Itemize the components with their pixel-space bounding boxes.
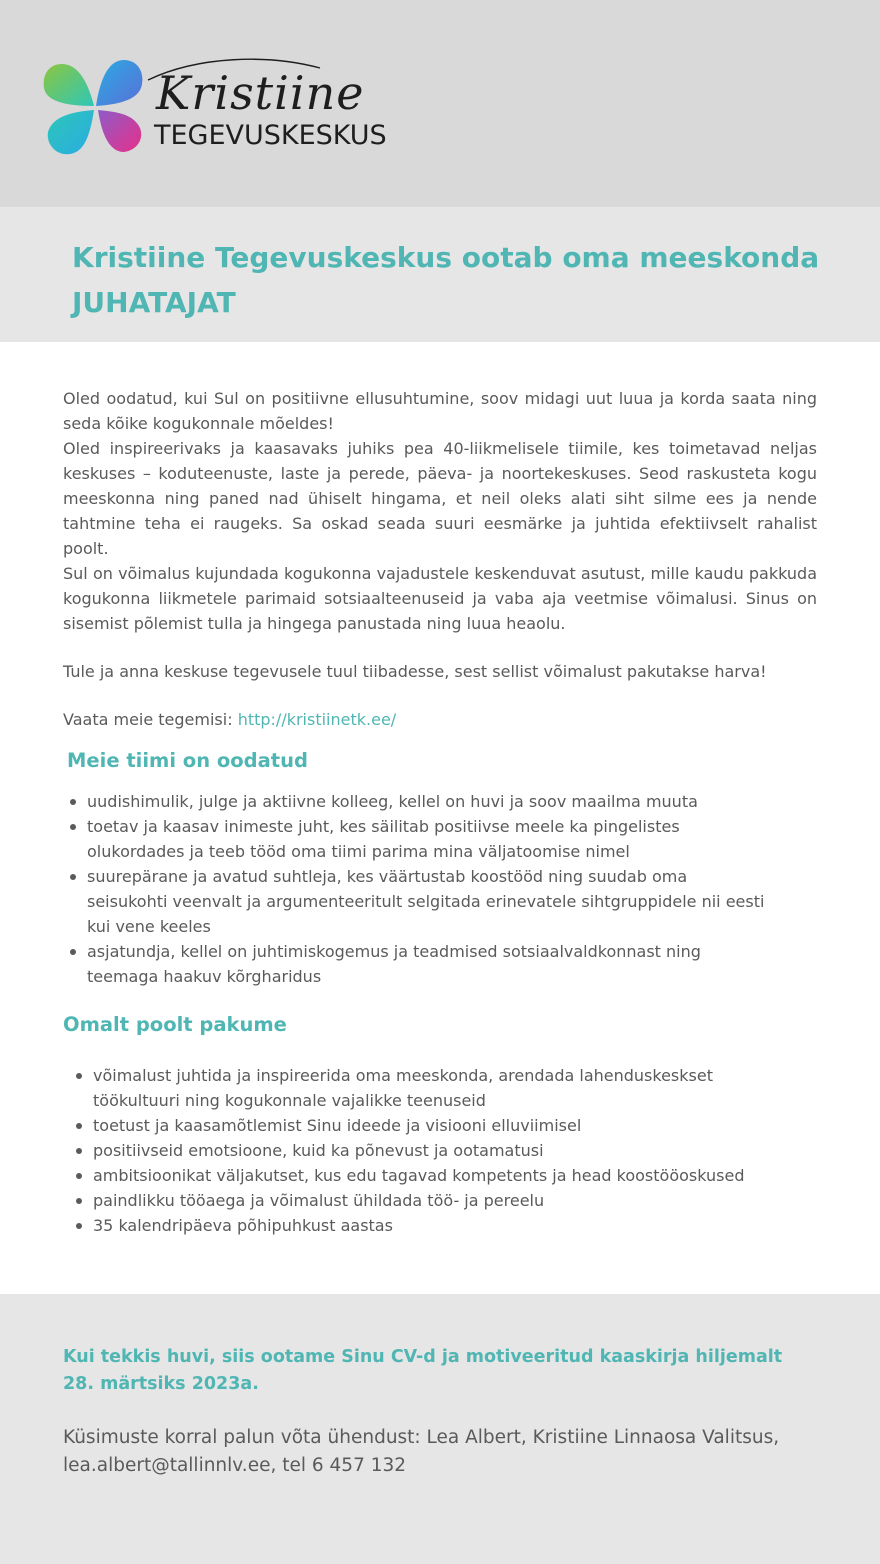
list-item: 35 kalendripäeva põhipuhkust aastas <box>93 1213 817 1238</box>
header-banner <box>0 0 880 207</box>
main-content <box>63 386 817 1238</box>
list-item: võimalust juhtida ja inspireerida oma meeskonda, arendada lahenduskeskset töökultuuri ning kogukonnale vajalikke teenuseid <box>93 1063 817 1113</box>
section-heading-offer: Omalt poolt pakume <box>63 1013 287 1036</box>
offer-list <box>93 1063 817 1238</box>
application-deadline: Kui tekkis huvi, siis ootame Sinu CV-d ja motiveeritud kaaskirja hiljemalt 28. märtsiks 2023a. <box>63 1347 783 1394</box>
list-item: suurepärane ja avatud suhtleja, kes väärtustab koostööd ning suudab oma seisukohti veenvalt ja argumenteeritult selgitada erinevatele sihtgruppidele nii eesti kui vene keeles <box>87 864 817 939</box>
spacer <box>63 636 817 659</box>
list-item: uudishimulik, julge ja aktiivne kolleeg, kellel on huvi ja soov maailma muuta <box>87 789 817 814</box>
title-band <box>0 207 880 342</box>
intro-paragraph-4: Tule ja anna keskuse tegevusele tuul tiibadesse, sest sellist võimalust pakutakse harva! <box>63 662 767 681</box>
intro-paragraph-3: Sul on võimalus kujundada kogukonna vajadustele keskenduvat asutust, mille kaudu pakkuda kogukonna liikmetele parimaid sotsiaalteenuseid ja vaba aja veetmise võimalusi. Sinus on sisemist põlemist tulla ja hingega panustada ning luua heaolu. <box>63 564 817 633</box>
page-title-line2: JUHATAJAT <box>72 286 236 319</box>
list-item: ambitsioonikat väljakutset, kus edu tagavad kompetents ja head koostööoskused <box>93 1163 817 1188</box>
list-item: toetav ja kaasav inimeste juht, kes säilitab positiivse meele ka pingelistes olukordades ja teeb tööd oma tiimi parima mina väljatoomise nimel <box>87 814 817 864</box>
contact-email-phone[interactable]: lea.albert@tallinnlv.ee, tel 6 457 132 <box>63 1455 407 1476</box>
list-item: toetust ja kaasamõtlemist Sinu ideede ja visiooni elluviimisel <box>93 1113 817 1138</box>
intro-paragraph-1: Oled oodatud, kui Sul on positiivne ellusuhtumine, soov midagi uut luua ja korda saata ning seda kõike kogukonnale mõeldes! <box>63 389 817 433</box>
list-item: paindlikku tööaega ja võimalust ühildada töö- ja pereelu <box>93 1188 817 1213</box>
list-item: positiivseid emotsioone, kuid ka põnevust ja ootamatusi <box>93 1138 817 1163</box>
page-title-line1: Kristiine Tegevuskeskus ootab oma meeskonda <box>72 241 820 274</box>
website-label: Vaata meie tegemisi: <box>63 710 238 729</box>
page-title <box>72 235 842 325</box>
spacer <box>63 684 817 707</box>
team-requirements-list <box>87 789 817 989</box>
list-item: asjatundja, kellel on juhtimiskogemus ja teadmised sotsiaalvaldkonnast ning teemaga haakuv kõrgharidus <box>87 939 817 989</box>
footer-band <box>0 1294 880 1564</box>
logo-script-text: Kristiine <box>156 66 365 120</box>
logo-caps-text: TEGEVUSKESKUS <box>154 120 387 151</box>
logo[interactable] <box>38 52 387 172</box>
website-link[interactable]: http://kristiinetk.ee/ <box>237 710 397 729</box>
website-line <box>63 707 817 732</box>
contact-info: Küsimuste korral palun võta ühendust: Lea Albert, Kristiine Linnaosa Valitsus, lea.albert@tallinnlv.ee, tel 6 457 132 <box>63 1427 780 1476</box>
section-heading-team: Meie tiimi on oodatud <box>67 749 308 772</box>
intro-paragraph-2: Oled inspireerivaks ja kaasavaks juhiks pea 40-liikmelisele tiimile, kes toimetavad neljas keskuses – koduteenuste, laste ja perede, päeva- ja noortekeskuses. Seod raskusteta kogu meeskonna ning paned nad ühiselt hingama, et neil oleks alati siht silme ees ja nende tahtmine teha ei raugeks. Sa oskad seada suuri eesmärke ja juhtida efektiivselt rahalist poolt. <box>63 439 817 558</box>
